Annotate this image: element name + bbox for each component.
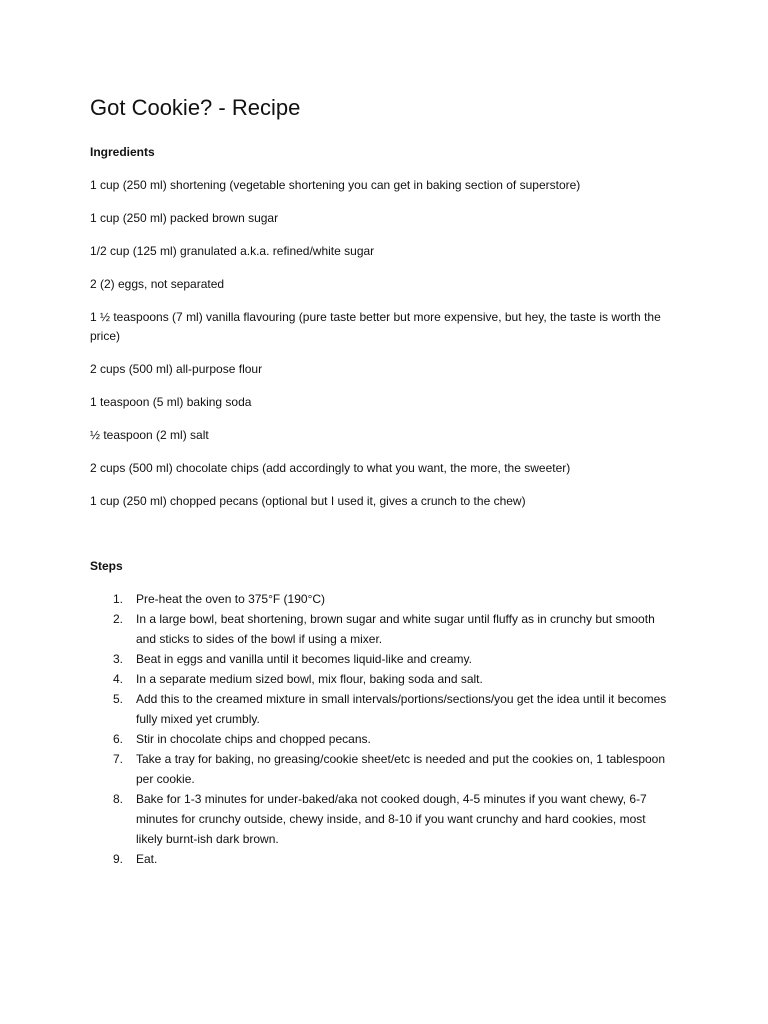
step-text: Take a tray for baking, no greasing/cookie sheet/etc is needed and put the cookies on, 1 tablespoon per cookie. bbox=[136, 752, 666, 786]
step-number: 2. bbox=[113, 612, 124, 626]
ingredient-item: 1 cup (250 ml) shortening (vegetable shortening you can get in baking section of superstore) bbox=[90, 178, 581, 192]
document-page bbox=[90, 0, 690, 1024]
ingredient-item: 2 cups (500 ml) chocolate chips (add accordingly to what you want, the more, the sweeter) bbox=[90, 461, 571, 475]
step-item bbox=[90, 649, 675, 669]
step-text: Bake for 1-3 minutes for under-baked/aka not cooked dough, 4-5 minutes if you want chewy, 6-7 minutes for crunchy outside, chewy inside, and 8-10 if you want crunchy and hard cookies, most likely burnt-ish dark brown. bbox=[136, 792, 647, 846]
page-title: Got Cookie? - Recipe bbox=[90, 95, 301, 120]
ingredient-list bbox=[90, 176, 690, 525]
step-number: 7. bbox=[113, 752, 124, 766]
step-text: Pre-heat the oven to 375°F (190°C) bbox=[136, 592, 326, 606]
ingredient-item: 1 ½ teaspoons (7 ml) vanilla flavouring (pure taste better but more expensive, but hey, the taste is worth the price) bbox=[90, 310, 661, 343]
step-item bbox=[90, 589, 675, 609]
step-text: In a large bowl, beat shortening, brown sugar and white sugar until fluffy as in crunchy but smooth and sticks to sides of the bowl if using a mixer. bbox=[136, 612, 655, 646]
ingredient-item: 1 cup (250 ml) packed brown sugar bbox=[90, 211, 279, 225]
step-item bbox=[90, 849, 675, 869]
ingredient-item: 1 cup (250 ml) chopped pecans (optional but I used it, gives a crunch to the chew) bbox=[90, 494, 526, 508]
ingredients-heading: Ingredients bbox=[90, 145, 155, 159]
step-number: 9. bbox=[113, 852, 124, 866]
step-item bbox=[90, 669, 675, 689]
step-number: 4. bbox=[113, 672, 124, 686]
step-number: 6. bbox=[113, 732, 124, 746]
ingredient-item: ½ teaspoon (2 ml) salt bbox=[90, 428, 209, 442]
step-number: 8. bbox=[113, 792, 124, 806]
step-item bbox=[90, 729, 675, 749]
step-number: 1. bbox=[113, 592, 124, 606]
step-item bbox=[90, 789, 675, 849]
step-item bbox=[90, 609, 675, 649]
step-number: 3. bbox=[113, 652, 124, 666]
step-text: Beat in eggs and vanilla until it becomes liquid-like and creamy. bbox=[136, 652, 472, 666]
step-text: Eat. bbox=[136, 852, 158, 866]
ingredient-item: 2 cups (500 ml) all-purpose flour bbox=[90, 362, 263, 376]
step-item bbox=[90, 749, 675, 789]
ingredient-item: 1/2 cup (125 ml) granulated a.k.a. refined/white sugar bbox=[90, 244, 375, 258]
steps-list bbox=[90, 589, 675, 869]
step-number: 5. bbox=[113, 692, 124, 706]
ingredient-item: 1 teaspoon (5 ml) baking soda bbox=[90, 395, 252, 409]
ingredient-item: 2 (2) eggs, not separated bbox=[90, 277, 225, 291]
step-text: In a separate medium sized bowl, mix flour, baking soda and salt. bbox=[136, 672, 483, 686]
step-item bbox=[90, 689, 675, 729]
step-text: Stir in chocolate chips and chopped pecans. bbox=[136, 732, 371, 746]
step-text: Add this to the creamed mixture in small intervals/portions/sections/you get the idea until it becomes fully mixed yet crumbly. bbox=[136, 692, 667, 726]
steps-heading: Steps bbox=[90, 559, 123, 573]
